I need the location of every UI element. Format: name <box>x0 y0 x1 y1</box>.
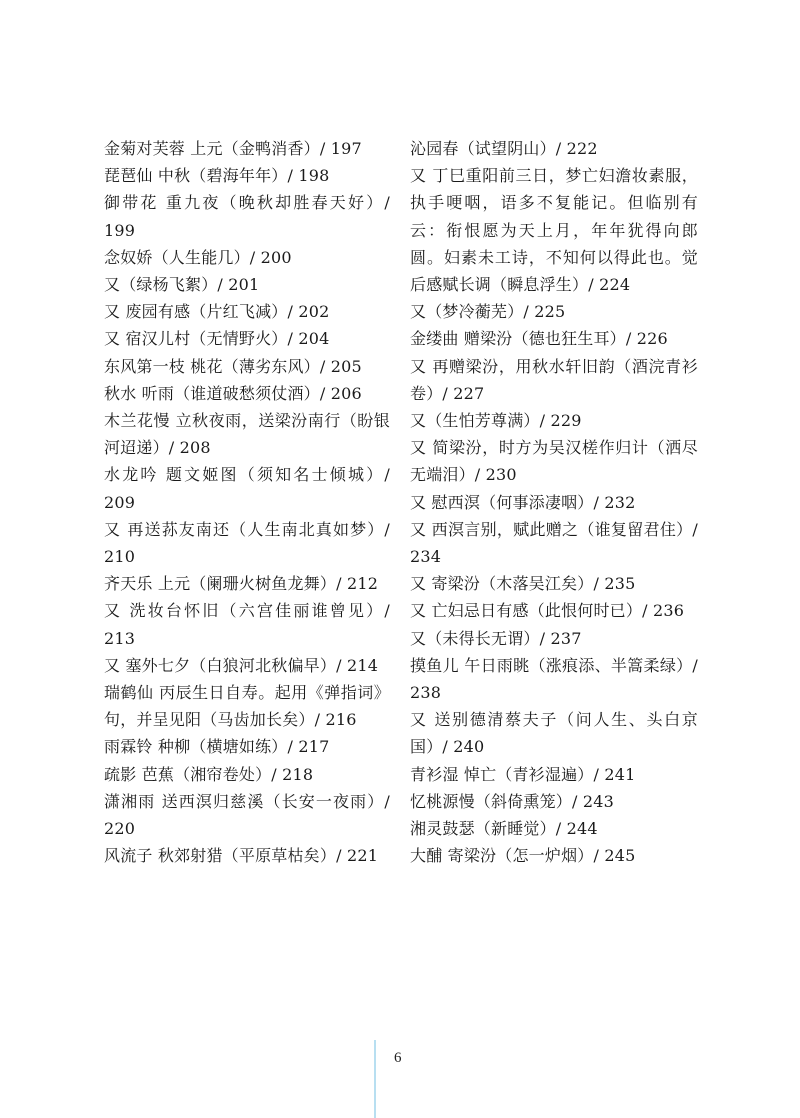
toc-entry: 雨霖铃 种柳（横塘如练）/ 217 <box>104 737 330 757</box>
toc-left-column <box>104 135 390 869</box>
toc-entry: 又 亡妇忌日有感（此恨何时已）/ 236 <box>410 601 685 621</box>
toc-entry: 又 送别德清蔡夫子（问人生、头白京国）/ 240 <box>410 710 698 757</box>
toc-entry: 又 洗妆台怀旧（六宫佳丽谁曾见）/ 213 <box>104 601 390 648</box>
toc-entry: 又 寄梁汾（木落吴江矣）/ 235 <box>410 574 636 594</box>
toc-entry: 又 塞外七夕（白狼河北秋偏早）/ 214 <box>104 655 379 675</box>
toc-entry: 又 慰西溟（何事添凄咽）/ 232 <box>410 492 636 512</box>
toc-entry: 瑞鹤仙 丙辰生日自寿。起用《弹指词》句，并呈见阳（马齿加长矣）/ 216 <box>104 683 390 730</box>
toc-entry: 又 丁巳重阳前三日，梦亡妇澹妆素服，执手哽咽，语多不复能记。但临别有云：衔恨愿为天上月，年年犹得向郎圆。妇素未工诗，不知何以得此也。觉后感赋长调（瞬息浮生）/ 224 <box>410 166 698 295</box>
toc-entry: 金菊对芙蓉 上元（金鸭消香）/ 197 <box>104 139 362 158</box>
toc-entry: 秋水 听雨（谁道破愁须仗酒）/ 206 <box>104 383 362 403</box>
toc-entry: 又（生怕芳尊满）/ 229 <box>410 411 582 431</box>
toc-entry: 水龙吟 题文姬图（须知名士倾城）/ 209 <box>104 465 390 512</box>
toc-entry: 金缕曲 赠梁汾（德也狂生耳）/ 226 <box>410 329 668 349</box>
toc-entry: 齐天乐 上元（阑珊火树鱼龙舞）/ 212 <box>104 574 379 594</box>
toc-entry: 又 再送荪友南还（人生南北真如梦）/ 210 <box>104 519 390 567</box>
margin-divider-line <box>374 1040 376 1118</box>
toc-right-column <box>410 135 698 869</box>
toc-entry: 又 西溟言别，赋此赠之（谁复留君住）/ 234 <box>410 519 698 567</box>
toc-entry: 摸鱼儿 午日雨眺（涨痕添、半篙柔绿）/ 238 <box>410 655 698 703</box>
toc-entry: 又 再赠梁汾，用秋水轩旧韵（酒浣青衫卷）/ 227 <box>410 356 698 403</box>
toc-entry: 又（梦冷蘅芜）/ 225 <box>410 302 566 322</box>
toc-entry: 琵琶仙 中秋（碧海年年）/ 198 <box>104 166 330 186</box>
toc-entry: 又 简梁汾，时方为吴汉槎作归计（洒尽无端泪）/ 230 <box>410 438 698 485</box>
toc-entry: 青衫湿 悼亡（青衫湿遍）/ 241 <box>410 764 636 784</box>
toc-entry: 潇湘雨 送西溟归慈溪（长安一夜雨）/ 220 <box>104 791 390 839</box>
page-number: 6 <box>394 1050 402 1066</box>
toc-entry: 湘灵鼓瑟（新睡觉）/ 244 <box>410 819 598 839</box>
toc-entry: 疏影 芭蕉（湘帘卷处）/ 218 <box>104 764 314 784</box>
toc-entry: 又 宿汉儿村（无情野火）/ 204 <box>104 329 330 349</box>
toc-entry: 念奴娇（人生能几）/ 200 <box>104 247 292 267</box>
toc-entry: 又 废园有感（片红飞减）/ 202 <box>104 302 330 322</box>
toc-entry: 沁园春（试望阴山）/ 222 <box>410 139 598 158</box>
toc-entry: 大酺 寄梁汾（怎一炉烟）/ 245 <box>410 846 636 866</box>
toc-entry: 木兰花慢 立秋夜雨，送梁汾南行（盼银河迢递）/ 208 <box>104 411 390 458</box>
toc-entry: 风流子 秋郊射猎（平原草枯矣）/ 221 <box>104 846 379 866</box>
toc-entry: 忆桃源慢（斜倚熏笼）/ 243 <box>410 791 615 811</box>
toc-entry: 东风第一枝 桃花（薄劣东风）/ 205 <box>104 356 362 376</box>
toc-entry: 又（未得长无谓）/ 237 <box>410 628 582 648</box>
toc-entry: 又（绿杨飞絮）/ 201 <box>104 275 260 295</box>
toc-entry: 御带花 重九夜（晚秋却胜春天好）/ 199 <box>104 193 390 240</box>
